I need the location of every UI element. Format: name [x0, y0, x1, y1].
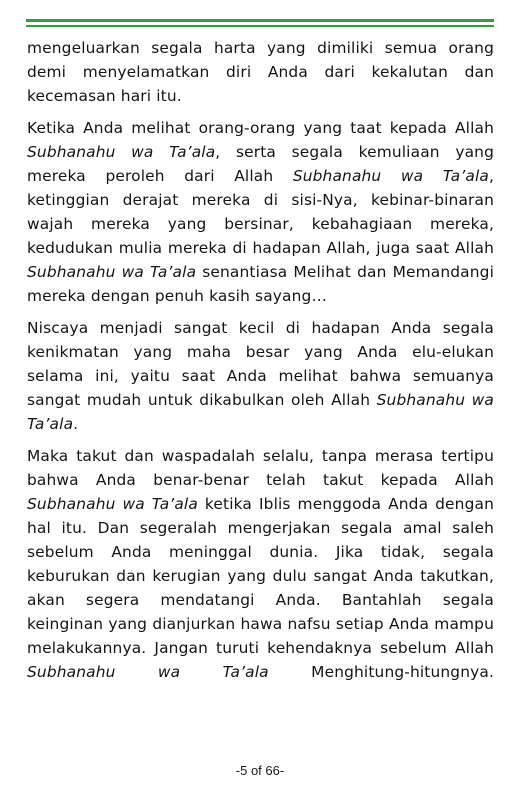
italic-phrase: Subhanahu wa Ta’ala	[27, 495, 198, 513]
text-run: , ketinggian derajat mereka di sisi-Nya, kebinar-binaran wajah mereka yang bersinar, kebahagiaan mereka, kedudukan mulia mereka di hadapan Allah, juga saat Allah	[27, 167, 494, 257]
italic-phrase: Subhanahu wa Ta’ala	[27, 143, 216, 161]
header-rule-thin	[26, 25, 494, 27]
page-number: -5 of 66-	[235, 763, 285, 778]
header-rule	[26, 19, 494, 22]
text-run: ketika Iblis menggoda Anda dengan hal itu. Dan segeralah mengerjakan segala amal saleh sebelum Anda meninggal dunia. Jika tidak, segala keburukan dan kerugian yang dulu sangat Anda takutkan, akan segera mendatangi Anda. Bantahlah segala keinginan yang dianjurkan hawa nafsu setiap Anda mampu melakukannya. Jangan turuti kehendaknya sebelum Allah	[27, 495, 494, 657]
paragraph-4	[27, 444, 494, 684]
italic-phrase: Subhanahu wa Ta’ala	[27, 391, 494, 433]
text-run: Menghitung-hitungnya.	[268, 663, 494, 681]
italic-phrase: Subhanahu wa Ta’ala	[27, 263, 197, 281]
text-run: .	[73, 415, 79, 433]
italic-phrase: Subhanahu wa Ta’ala	[27, 663, 269, 681]
page-body	[27, 36, 494, 692]
text-run: Niscaya menjadi sangat kecil di hadapan Anda segala kenikmatan yang maha besar yang Anda elu-elukan selama ini, yaitu saat Anda melihat bahwa semuanya sangat mudah untuk dikabulkan oleh Allah	[27, 319, 494, 409]
italic-phrase: Subhanahu wa Ta’ala	[292, 167, 489, 185]
text-run: senantiasa Melihat dan Memandangi mereka dengan penuh kasih sayang…	[27, 263, 494, 305]
paragraph-3	[27, 316, 494, 436]
paragraph-1	[27, 36, 494, 108]
paragraph-2	[27, 116, 494, 308]
text-run: , serta segala kemuliaan yang mereka peroleh dari Allah	[27, 143, 494, 185]
text-run: Ketika Anda melihat orang-orang yang taat kepada Allah	[27, 119, 494, 137]
text-run: Maka takut dan waspadalah selalu, tanpa merasa tertipu bahwa Anda benar-benar telah takut kepada Allah	[27, 447, 494, 489]
text-run: mengeluarkan segala harta yang dimiliki semua orang demi menyelamatkan diri Anda dari kekalutan dan kecemasan hari itu.	[27, 39, 494, 105]
